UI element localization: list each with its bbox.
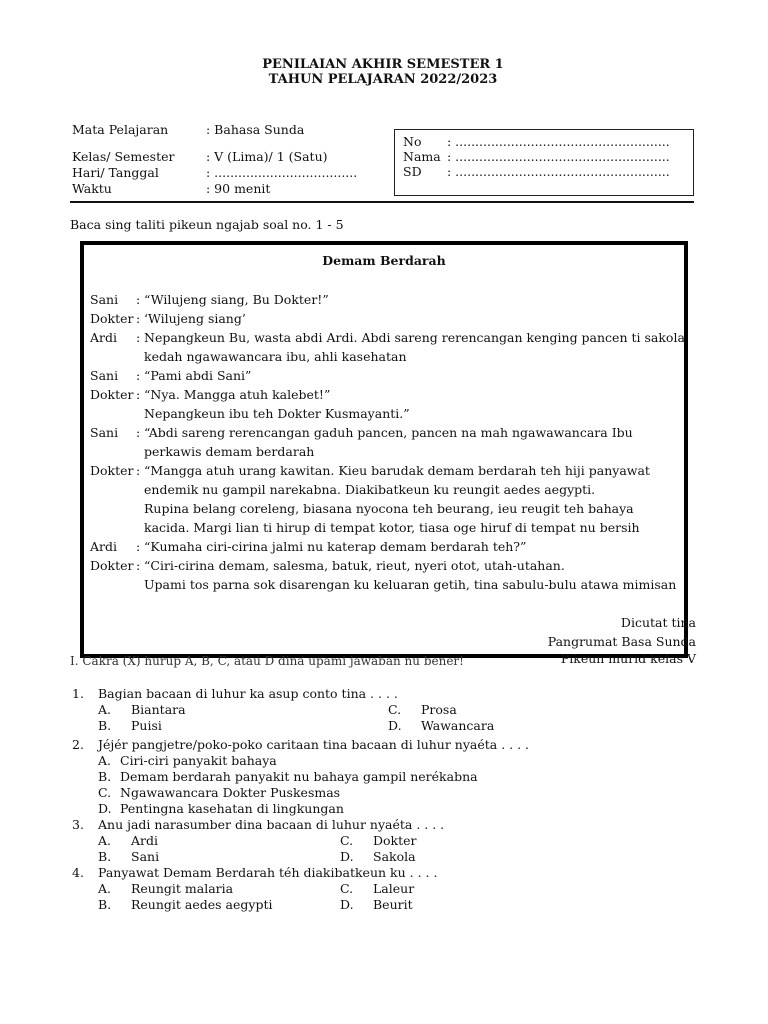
dialog-separator: : — [136, 292, 141, 307]
section-instruction: I. Cakra (X) hurup A, B, C, atau D dina upami jawaban nu bener! — [70, 654, 464, 668]
dialog-separator: : — [136, 539, 141, 554]
dialog-speaker: Dokter — [90, 387, 134, 402]
answer-option-text[interactable]: Wawancara — [421, 718, 495, 733]
id-label-sd: SD — [403, 164, 422, 179]
answer-option-letter[interactable]: D. — [98, 801, 112, 816]
question-number: 1. — [72, 686, 84, 701]
answer-option-letter[interactable]: A. — [98, 702, 112, 717]
answer-option-letter[interactable]: A. — [98, 753, 112, 768]
dialog-text: “Abdi sareng rerencangan gaduh pancen, pancen na mah ngawawancara Ibu — [144, 425, 633, 440]
dialog-text: perkawis demam berdarah — [144, 444, 315, 459]
dialog-speaker: Ardi — [90, 539, 118, 554]
dialog-separator: : — [136, 387, 141, 402]
dialog-speaker: Sani — [90, 292, 119, 307]
dialog-text: “Wilujeng siang, Bu Dokter!” — [144, 292, 329, 307]
answer-option-text[interactable]: Pentingna kasehatan di lingkungan — [120, 801, 344, 816]
dialog-text: kedah ngawawancara ibu, ahli kasehatan — [144, 349, 407, 364]
question-text: Panyawat Demam Berdarah téh diakibatkeun ku . . . . — [98, 865, 438, 880]
id-label-no: No — [403, 134, 422, 149]
question-number: 2. — [72, 737, 84, 752]
source-line-1: Dicutat tina — [620, 615, 696, 630]
answer-option-text[interactable]: Demam berdarah panyakit nu bahaya gampil nerékabna — [120, 769, 478, 784]
dialog-separator: : — [136, 558, 141, 573]
dialog-text: “Kumaha ciri-cirina jalmi nu katerap demam berdarah teh?” — [144, 539, 527, 554]
dialog-separator: : — [136, 463, 141, 478]
info-label-date: Hari/ Tanggal — [72, 165, 159, 180]
answer-option-text[interactable]: Laleur — [373, 881, 415, 896]
answer-option-text[interactable]: Ardi — [131, 833, 159, 848]
answer-option-text[interactable]: Ngawawancara Dokter Puskesmas — [120, 785, 341, 800]
dialog-text: “Mangga atuh urang kawitan. Kieu barudak demam berdarah teh hiji panyawat — [144, 463, 650, 478]
dialog-text: Nepangkeun Bu, wasta abdi Ardi. Abdi sareng rerencangan kenging pancen ti sakola — [144, 330, 685, 345]
header-divider — [70, 201, 694, 203]
dialog-speaker: Ardi — [90, 330, 118, 345]
dialog-text: Rupina belang coreleng, biasana nyocona teh beurang, ieu reugit teh bahaya — [144, 501, 634, 516]
info-value-date: : .................................... — [206, 165, 358, 180]
id-value-no[interactable]: : ...................................................... — [447, 134, 670, 149]
answer-option-text[interactable]: Reungit aedes aegypti — [131, 897, 273, 912]
id-value-name[interactable]: : ...................................................... — [447, 149, 670, 164]
answer-option-text[interactable]: Puisi — [131, 718, 162, 733]
question-number: 3. — [72, 817, 84, 832]
answer-option-text[interactable]: Ciri-ciri panyakit bahaya — [120, 753, 277, 768]
id-label-name: Nama — [403, 149, 441, 164]
dialog-speaker: Dokter — [90, 311, 134, 326]
question-text: Jéjér pangjetre/poko-poko caritaan tina bacaan di luhur nyaéta . . . . — [98, 737, 530, 752]
question-text: Bagian bacaan di luhur ka asup conto tina . . . . — [98, 686, 398, 701]
reading-instruction: Baca sing taliti pikeun ngajab soal no. 1 - 5 — [70, 217, 344, 232]
info-value-class: : V (Lima)/ 1 (Satu) — [206, 149, 328, 164]
dialog-text: “Ciri-cirina demam, salesma, batuk, rieut, nyeri otot, utah-utahan. — [144, 558, 565, 573]
dialog-speaker: Sani — [90, 425, 119, 440]
info-label-subject: Mata Pelajaran — [72, 122, 169, 137]
answer-option-letter[interactable]: D. — [340, 897, 354, 912]
answer-option-letter[interactable]: C. — [340, 881, 354, 896]
info-value-time: : 90 menit — [206, 181, 271, 196]
dialog-text: “Nya. Mangga atuh kalebet!” — [144, 387, 331, 402]
info-label-class: Kelas/ Semester — [72, 149, 175, 164]
passage-title: Demam Berdarah — [322, 253, 446, 268]
answer-option-text[interactable]: Beurit — [373, 897, 413, 912]
question-text: Anu jadi narasumber dina bacaan di luhur nyaéta . . . . — [98, 817, 445, 832]
answer-option-letter[interactable]: A. — [98, 833, 112, 848]
dialog-speaker: Dokter — [90, 558, 134, 573]
info-label-time: Waktu — [72, 181, 112, 196]
dialog-speaker: Sani — [90, 368, 119, 383]
answer-option-letter[interactable]: A. — [98, 881, 112, 896]
dialog-separator: : — [136, 425, 141, 440]
answer-option-letter[interactable]: C. — [98, 785, 112, 800]
answer-option-text[interactable]: Prosa — [421, 702, 457, 717]
dialog-text: kacida. Margi lian ti hirup di tempat kotor, tiasa oge hiruf di tempat nu bersih — [144, 520, 640, 535]
dialog-text: “Pami abdi Sani” — [144, 368, 252, 383]
answer-option-text[interactable]: Sakola — [373, 849, 416, 864]
answer-option-letter[interactable]: C. — [340, 833, 354, 848]
dialog-text: endemik nu gampil narekabna. Diakibatkeun ku reungit aedes aegypti. — [144, 482, 596, 497]
dialog-text: Upami tos parna sok disarengan ku keluaran getih, tina sabulu-bulu atawa mimisan — [144, 577, 677, 592]
answer-option-text[interactable]: Dokter — [373, 833, 417, 848]
question-number: 4. — [72, 865, 84, 880]
exam-year: TAHUN PELAJARAN 2022/2023 — [268, 72, 498, 87]
answer-option-text[interactable]: Sani — [131, 849, 160, 864]
source-line-2: Pangrumat Basa Sunda — [547, 634, 696, 649]
answer-option-letter[interactable]: B. — [98, 849, 112, 864]
student-id-box — [394, 129, 694, 196]
id-value-sd[interactable]: : ...................................................... — [447, 164, 670, 179]
answer-option-text[interactable]: Biantara — [131, 702, 186, 717]
info-value-subject: : Bahasa Sunda — [206, 122, 305, 137]
dialog-separator: : — [136, 311, 141, 326]
answer-option-letter[interactable]: D. — [340, 849, 354, 864]
dialog-text: ‘Wilujeng siang’ — [144, 311, 246, 326]
dialog-text: Nepangkeun ibu teh Dokter Kusmayanti.” — [144, 406, 410, 421]
answer-option-letter[interactable]: B. — [98, 897, 112, 912]
answer-option-letter[interactable]: D. — [388, 718, 402, 733]
answer-option-letter[interactable]: B. — [98, 769, 112, 784]
dialog-separator: : — [136, 368, 141, 383]
answer-option-letter[interactable]: C. — [388, 702, 402, 717]
source-line-3: Pikeun murid kelas V — [560, 651, 696, 666]
answer-option-letter[interactable]: B. — [98, 718, 112, 733]
dialog-speaker: Dokter — [90, 463, 134, 478]
exam-title: PENILAIAN AKHIR SEMESTER 1 — [262, 57, 504, 72]
dialog-separator: : — [136, 330, 141, 345]
answer-option-text[interactable]: Reungit malaria — [131, 881, 234, 896]
